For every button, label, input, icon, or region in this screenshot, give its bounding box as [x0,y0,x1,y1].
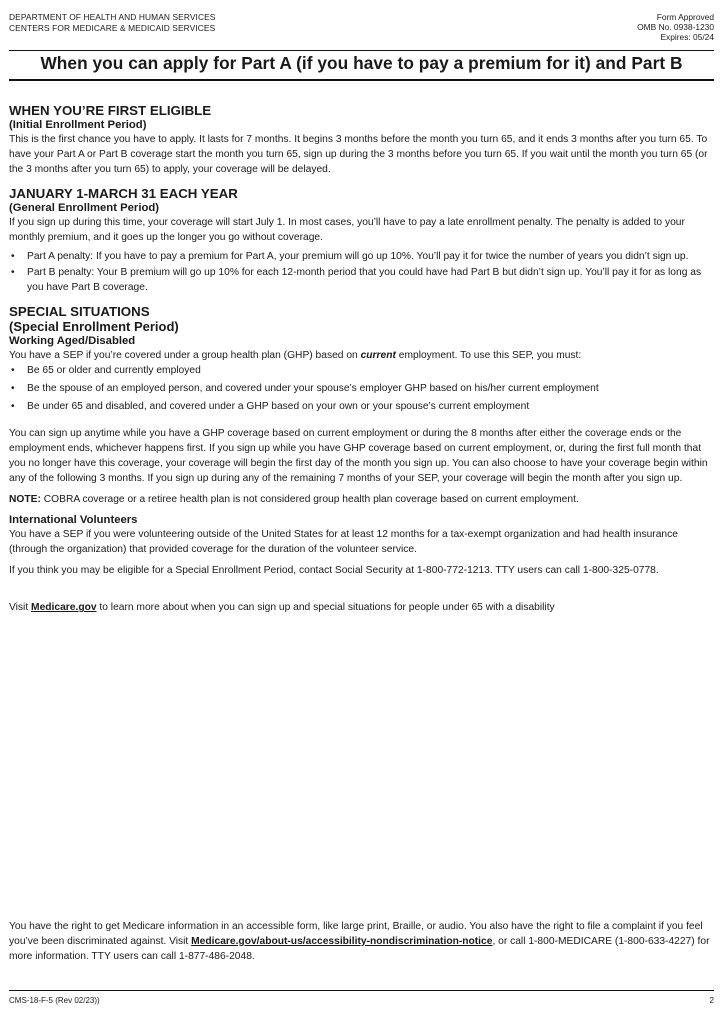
working-intro [9,349,714,364]
iep-subheading: (Initial Enrollment Period) [9,119,147,131]
gep-heading: JANUARY 1-MARCH 31 EACH YEAR [9,185,238,201]
iep-body: This is the first chance you have to apply. It lasts for 7 months. It begins 3 months before the month you turn 65, and it ends 3 months after you turn 65. To have your Part A or Part B coverage start the month you turn 65, sign up during the 3 months before you turn 65. If you wait until the month you turn 65 (or the 3 months after you turn 65) to apply, your coverage will be delayed. [9,134,708,175]
agency-header [9,12,215,34]
working-body: You can sign up anytime while you have a GHP coverage based on current employment or during the 8 months after either the coverage ends or the employment ends, whichever happens first. If you sign up while you have GHP coverage based on current employment, or, during the first full month that you no longer have this coverage, your coverage will begin the first day of the month you sign up. You can also choose to have your coverage begin within any of the following 3 months. If you sign up during any of the remaining 7 months of your SEP, your coverage will begin the month after you sign up. [9,427,708,484]
expiration-date: Expires: 05/24 [660,32,714,42]
list-item [9,382,714,397]
document-page [9,0,714,1024]
visit-text: Visit [9,602,32,614]
volunteers-body: You have a SEP if you were volunteering outside of the United States for at least 12 months for a tax-exempt organization and had health insurance (through the organization) that provided coverage for the duration of the volunteer service. [9,529,678,556]
rights-text: You have the right to get Medicare information in an accessible form, like large print, Braille, or audio. You also have the right to file a complaint if you feel you’ve been discriminated against. Visit [9,921,703,947]
footer-divider [9,990,714,991]
list-item-text: Be 65 or older and currently employed [27,365,201,377]
agency-line-2: CENTERS FOR MEDICARE & MEDICAID SERVICES [9,23,216,33]
bullet-icon: • [11,383,15,395]
working-intro-tail: employment. To use this SEP, you must: [395,350,582,362]
visit-line [9,601,714,616]
note-text: COBRA coverage or a retiree health plan is not considered group health plan coverage based on current employment. [40,493,579,505]
visit-tail: to learn more about when you can sign up and special situations for people under 65 with a disability [96,602,555,614]
omb-number: OMB No. 0938-1230 [637,22,714,32]
sep-subheading: (Special Enrollment Period) [9,319,179,335]
agency-line-1: DEPARTMENT OF HEALTH AND HUMAN SERVICES [9,12,216,22]
working-intro-emphasis: current [360,350,396,362]
working-heading: Working Aged/Disabled [9,335,136,348]
omb-block [637,12,714,42]
bullet-icon: • [11,250,15,262]
sep-heading: SPECIAL SITUATIONS [9,304,150,320]
list-item-text: Be under 65 and disabled, and covered under a GHP based on your own or your spouse’s current employment [27,400,530,412]
nondiscrimination-link[interactable]: Medicare.gov/about-us/accessibility-nondiscrimination-notice [191,935,493,947]
bullet-icon: • [11,400,15,412]
form-approved: Form Approved [656,12,714,22]
list-item [9,266,714,296]
volunteers-heading: International Volunteers [9,514,138,527]
working-requirements-list [9,364,714,415]
form-number: CMS-18-F-5 (Rev 02/23)) [9,996,100,1005]
list-item-text: Part B penalty: Your B premium will go up 10% for each 12-month period that you could have had Part B but didn’t sign up. You’ll pay it for as long as you have Part B coverage. [27,267,702,294]
gep-body: If you sign up during this time, your coverage will start July 1. In most cases, you’ll have to pay a late enrollment penalty. The penalty is added to your monthly premium, and it goes up the longer you go without coverage. [9,216,685,243]
gep-subheading: (General Enrollment Period) [9,201,160,214]
note-label: NOTE: [9,493,41,505]
working-intro-text: You have a SEP if you’re covered under a group health plan (GHP) based on [9,350,361,362]
rights-tail: , or call 1-800-MEDICARE (1-800-633-4227) for more information. TTY users can call 1-877-486-2048. [9,935,710,962]
page-title: When you can apply for Part A (if you have to pay a premium for it) and Part B [40,53,683,73]
list-item-text: Part A penalty: If you have to pay a premium for Part A, your premium will go up 10%. You’ll pay it for twice the number of years you didn’t sign up. [27,250,689,262]
list-item-text: Be the spouse of an employed person, and covered under your spouse’s employer GHP based on his/her current employment [27,383,599,395]
gep-penalty-list [9,250,714,297]
accessibility-notice [9,920,714,965]
list-item [9,364,714,379]
sep-contact: If you think you may be eligible for a Special Enrollment Period, contact Social Security at 1-800-772-1213. TTY users can call 1-800-325-0778. [9,565,659,577]
cobra-note [9,493,714,508]
bullet-icon: • [11,365,15,377]
list-item [9,400,714,415]
iep-heading: WHEN YOU’RE FIRST ELIGIBLE [9,103,212,118]
page-number: 2 [709,996,714,1005]
bullet-icon: • [11,267,15,279]
medicare-gov-link[interactable]: Medicare.gov [31,602,97,614]
main-content [9,103,714,616]
title-divider [9,79,714,81]
list-item [9,250,714,265]
header-divider [9,50,714,51]
